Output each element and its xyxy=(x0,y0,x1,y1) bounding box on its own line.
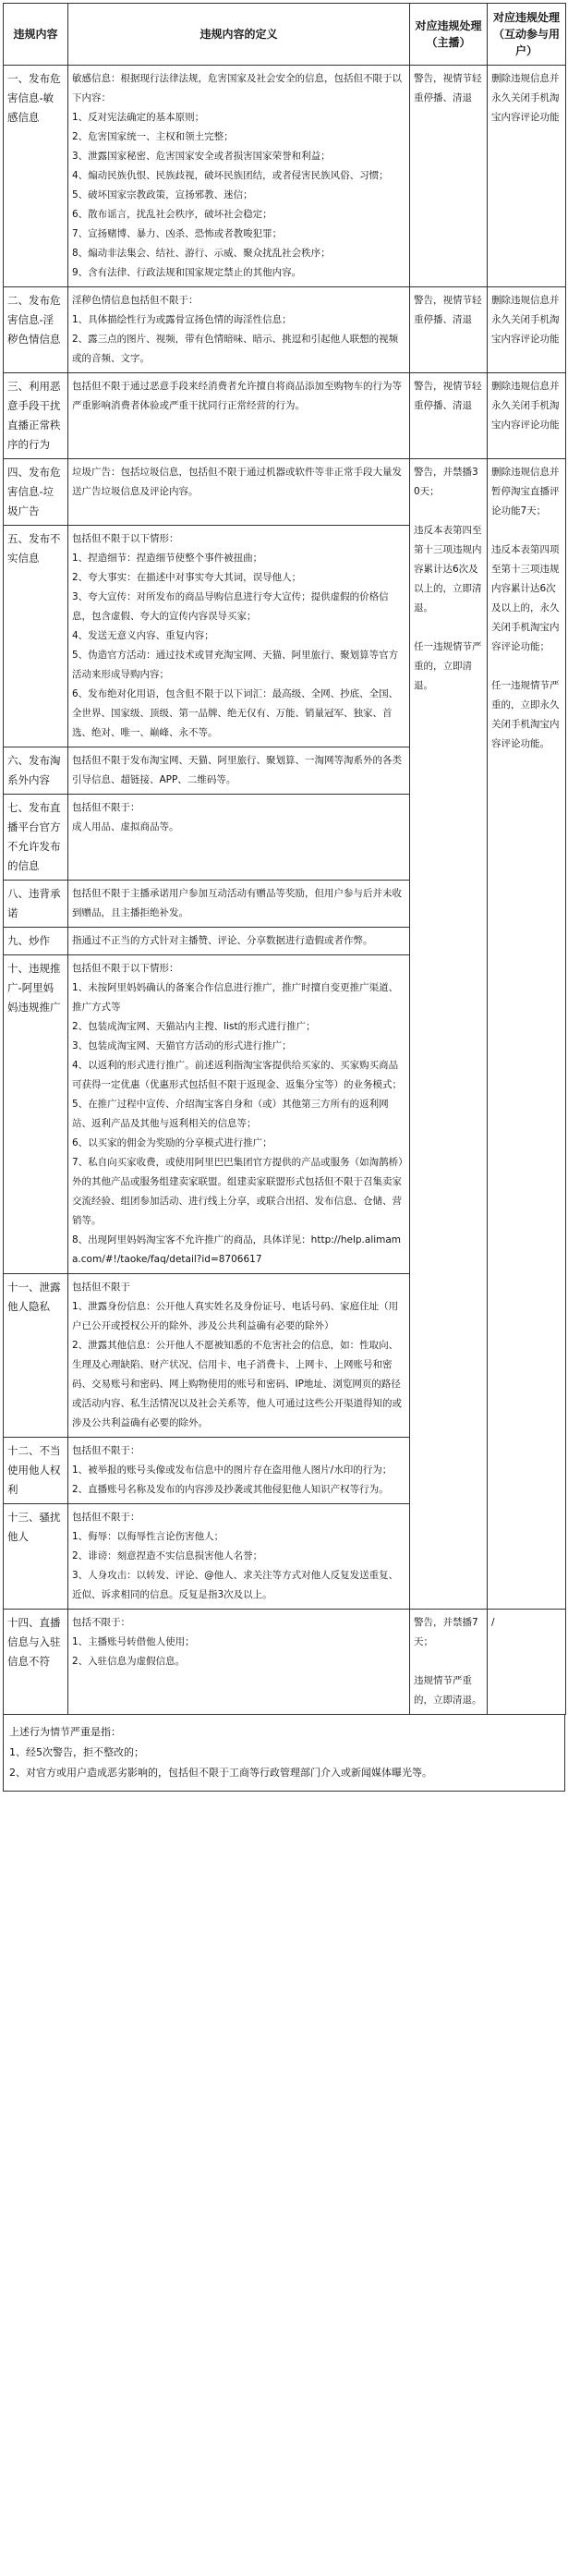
anchor-penalty: 警告，视情节轻重停播、清退 xyxy=(410,373,488,459)
definition-item: 6、散布谣言，扰乱社会秩序，破坏社会稳定； xyxy=(72,209,272,220)
definition-item: 9、含有法律、行政法规和国家规定禁止的其他内容。 xyxy=(72,267,302,278)
definition-item: 1、主播账号转借他人使用； xyxy=(72,1636,195,1647)
table-header-row xyxy=(4,4,566,66)
definition-intro: 包括但不限于发布淘宝网、天猫、阿里旅行、聚划算、一淘网等淘系外的各类引导信息、超链接、APP、二维码等。 xyxy=(72,755,402,785)
definition-intro: 包括但不限于： xyxy=(72,802,140,813)
violation-category: 四、发布危害信息-垃圾广告 xyxy=(4,459,68,526)
definition-item: 7、私自向买家收费，或使用阿里巴巴集团官方提供的产品或服务（如淘鹊桥）外的其他产品或服务组建卖家联盟。组建卖家联盟形式包括但不限于召集卖家交流经验、组团参加活动、进行线上分享，或联合出招、发布信息、仓储、营销等。 xyxy=(72,1157,404,1226)
table-row xyxy=(4,373,566,459)
violation-definition xyxy=(68,955,410,1274)
definition-item: 1、侮辱：以侮辱性言论伤害他人； xyxy=(72,1531,224,1542)
table-row xyxy=(4,287,566,373)
definition-list xyxy=(72,549,405,743)
definition-item: 5、伪造官方活动：通过技术或冒充淘宝网、天猫、阿里旅行、聚划算等官方活动来形成导购内容； xyxy=(72,650,399,680)
definition-item: 1、被举报的账号头像或发布信息中的图片存在盗用他人图片/水印的行为； xyxy=(72,1464,393,1476)
definition-intro: 敏感信息：根据现行法律法规，危害国家及社会安全的信息，包括但不限于以下内容： xyxy=(72,73,402,103)
definition-item: 4、煽动民族仇恨、民族歧视，破坏民族团结，或者侵害民族风俗、习惯； xyxy=(72,170,389,181)
anchor-penalty: 警告，视情节轻重停播、清退 xyxy=(410,66,488,287)
violation-category: 十三、骚扰他人 xyxy=(4,1504,68,1610)
table-row xyxy=(4,1610,566,1715)
definition-list xyxy=(72,1527,405,1605)
definition-intro: 包括但不限于： xyxy=(72,1512,140,1523)
header-violation-content: 违规内容 xyxy=(4,4,68,66)
definition-list xyxy=(72,1297,405,1433)
footnote-title: 上述行为情节严重是指： xyxy=(9,1726,121,1738)
violation-definition xyxy=(68,1438,410,1504)
definition-item: 7、宣扬赌博、暴力、凶杀、恐怖或者教唆犯罪； xyxy=(72,228,283,239)
definition-item: 1、具体描绘性行为或露骨宣扬色情的诲淫性信息； xyxy=(72,314,292,325)
definition-item: 2、包装成淘宝网、天猫站内主搜、list的形式进行推广； xyxy=(72,1021,316,1032)
definition-item: 2、危害国家统一、主权和领土完整； xyxy=(72,131,234,142)
definition-list xyxy=(72,818,405,837)
definition-intro: 包括但不限于 xyxy=(72,1282,130,1293)
anchor-penalty: 警告，并禁播30天； 违反本表第四至第十三项违规内容累计达6次及以上的，立即清退。 任一违规情节严重的，立即清退。 xyxy=(410,459,488,1610)
violation-definition xyxy=(68,526,410,747)
definition-item: 2、夸大事实：在描述中对事实夸大其词，误导他人； xyxy=(72,572,302,583)
table-row xyxy=(4,66,566,287)
violation-definition xyxy=(68,459,410,526)
violation-category: 十一、泄露他人隐私 xyxy=(4,1274,68,1438)
violation-definition xyxy=(68,747,410,795)
header-anchor-penalty: 对应违规处理（主播） xyxy=(410,4,488,66)
definition-list xyxy=(72,108,405,283)
violation-category: 八、违背承诺 xyxy=(4,881,68,928)
anchor-penalty: 警告，视情节轻重停播、清退 xyxy=(410,287,488,373)
definition-item: 8、出现阿里妈妈淘宝客不允许推广的商品，具体详见：http://help.alimama.com/#!/taoke/faq/detail?id=8706617 xyxy=(72,1234,402,1265)
definition-item: 2、诽谤：刻意捏造不实信息损害他人名誉； xyxy=(72,1550,263,1561)
definition-intro: 包括但不限于以下情形： xyxy=(72,963,179,974)
definition-item: 3、人身攻击：以转发、评论、@他人、求关注等方式对他人反复发送重复、近似、诉求相同的信息。反复是指3次及以上。 xyxy=(72,1570,399,1600)
violation-table xyxy=(3,3,566,1715)
violation-definition xyxy=(68,881,410,928)
definition-list xyxy=(72,1461,405,1500)
footnote xyxy=(3,1715,565,1792)
violation-definition xyxy=(68,66,410,287)
definition-item: 2、泄露其他信息：公开他人不愿被知悉的不危害社会的信息，如：性取向、生理及心理缺陷、财产状况、信用卡、电子消费卡、上网卡、上网账号和密码、交易账号和密码、网上购物使用的账号和密码、IP地址、浏览网页的路径或活动内容、私生活情况以及社会关系等，他人可通过这些公开渠道得知的或涉及公共利益确有必要的除外。 xyxy=(72,1340,402,1428)
definition-item: 成人用品、虚拟商品等。 xyxy=(72,821,179,832)
violation-category: 一、发布危害信息-敏感信息 xyxy=(4,66,68,287)
violation-category: 十、违规推广-阿里妈妈违规推广 xyxy=(4,955,68,1274)
viewer-penalty: / xyxy=(488,1610,566,1715)
violation-definition xyxy=(68,928,410,955)
header-definition: 违规内容的定义 xyxy=(68,4,410,66)
violation-category: 六、发布淘系外内容 xyxy=(4,747,68,795)
definition-item: 1、未按阿里妈妈确认的备案合作信息进行推广，推广时擅自变更推广渠道、推广方式等 xyxy=(72,982,399,1013)
violation-category: 三、利用恶意手段干扰直播正常秩序的行为 xyxy=(4,373,68,459)
violation-definition xyxy=(68,287,410,373)
table-row xyxy=(4,459,566,526)
definition-item: 6、以买家的佣金为奖励的分享模式进行推广； xyxy=(72,1137,272,1148)
definition-item: 3、包装成淘宝网、天猫官方活动的形式进行推广； xyxy=(72,1040,292,1051)
rules-document xyxy=(3,3,565,1792)
violation-definition xyxy=(68,373,410,459)
viewer-penalty: 删除违规信息并永久关闭手机淘宝内容评论功能 xyxy=(488,66,566,287)
definition-item: 4、发送无意义内容、重复内容； xyxy=(72,630,214,641)
violation-category: 十二、不当使用他人权利 xyxy=(4,1438,68,1504)
violation-definition xyxy=(68,1504,410,1610)
violation-category: 十四、直播信息与入驻信息不符 xyxy=(4,1610,68,1715)
definition-intro: 包括但不限于主播承诺用户参加互动活动有赠品等奖励，但用户参与后并未收到赠品，且主播拒绝补发。 xyxy=(72,888,402,918)
footnote-item: 1、经5次警告，拒不整改的； xyxy=(9,1746,144,1758)
definition-item: 3、夸大宣传：对所发布的商品导购信息进行夸大宣传；提供虚假的价格信息，包含虚假、夸大的宣传内容误导买家； xyxy=(72,591,389,622)
definition-intro: 垃圾广告：包括垃圾信息，包括但不限于通过机器或软件等非正常手段大量发送广告垃圾信息及评论内容。 xyxy=(72,467,402,497)
definition-list xyxy=(72,310,405,369)
definition-item: 2、露三点的图片、视频，带有色情暗味、暗示、挑逗和引起他人联想的视频或的音频、文字。 xyxy=(72,334,399,364)
violation-definition xyxy=(68,1274,410,1438)
definition-intro: 包括但不限于以下情形： xyxy=(72,533,179,544)
viewer-penalty: 删除违规信息并暂停淘宝直播评论功能7天； 违反本表第四项至第十三项违规内容累计达6次及以上的，永久关闭手机淘宝内容评论功能； 任一违规情节严重的，立即永久关闭手机淘宝内容评论功能。 xyxy=(488,459,566,1610)
header-viewer-penalty: 对应违规处理（互动参与用户） xyxy=(488,4,566,66)
definition-item: 5、破坏国家宗教政策，宣扬邪教、迷信； xyxy=(72,189,253,200)
definition-intro: 包括但不限于： xyxy=(72,1445,140,1456)
definition-item: 1、泄露身份信息：公开他人真实姓名及身份证号、电话号码、家庭住址（用户已公开或授权公开的除外、涉及公共利益确有必要的除外） xyxy=(72,1301,399,1331)
viewer-penalty: 删除违规信息并永久关闭手机淘宝内容评论功能 xyxy=(488,373,566,459)
definition-item: 2、直播账号名称及发布的内容涉及抄袭或其他侵犯他人知识产权等行为。 xyxy=(72,1484,389,1495)
violation-definition xyxy=(68,795,410,881)
definition-item: 6、发布绝对化用语，包含但不限于以下词汇：最高级、全网、抄底、全国、全世界、国家级、顶级、第一品牌、绝无仅有、万能、销量冠军、独家、首选、绝对、唯一、巅峰、永不等。 xyxy=(72,688,399,738)
violation-definition xyxy=(68,1610,410,1715)
definition-intro: 包括不限于： xyxy=(72,1617,130,1628)
definition-item: 1、反对宪法确定的基本原则； xyxy=(72,112,205,123)
definition-list xyxy=(72,1633,405,1671)
violation-category: 二、发布危害信息-淫秽色情信息 xyxy=(4,287,68,373)
definition-list xyxy=(72,978,405,1270)
table-body xyxy=(4,66,566,1715)
definition-item: 2、入驻信息为虚假信息。 xyxy=(72,1656,186,1667)
definition-item: 1、捏造细节：捏造细节使整个事件被扭曲； xyxy=(72,553,263,564)
definition-item: 3、泄露国家秘密、危害国家安全或者损害国家荣誉和利益； xyxy=(72,151,331,162)
definition-item: 5、在推广过程中宣传、介绍淘宝客自身和（或）其他第三方所有的返利网站、返利产品及其他与返利相关的信息等； xyxy=(72,1099,389,1129)
violation-category: 五、发布不实信息 xyxy=(4,526,68,747)
definition-intro: 指通过不正当的方式针对主播赞、评论、分享数据进行造假或者作弊。 xyxy=(72,935,373,946)
anchor-penalty: 警告，并禁播7天； 违规情节严重的，立即清退。 xyxy=(410,1610,488,1715)
definition-intro: 包括但不限于通过恶意手段来经消费者允许擅自将商品添加至购物车的行为等严重影响消费者体验或严重干扰同行正常经营的行为。 xyxy=(72,381,402,411)
footnote-item: 2、对官方或用户造成恶劣影响的，包括但不限于工商等行政管理部门介入或新闻媒体曝光等。 xyxy=(9,1767,432,1779)
violation-category: 九、炒作 xyxy=(4,928,68,955)
definition-item: 4、以返利的形式进行推广。前述返利指淘宝客提供给买家的、买家购买商品可获得一定优惠（优惠形式包括但不限于返现金、返集分宝等）的业务模式； xyxy=(72,1060,402,1090)
viewer-penalty: 删除违规信息并永久关闭手机淘宝内容评论功能 xyxy=(488,287,566,373)
definition-item: 8、煽动非法集会、结社、游行、示威、聚众扰乱社会秩序； xyxy=(72,248,331,259)
definition-intro: 淫秽色情信息包括但不限于： xyxy=(72,295,199,306)
violation-category: 七、发布直播平台官方不允许发布的信息 xyxy=(4,795,68,881)
